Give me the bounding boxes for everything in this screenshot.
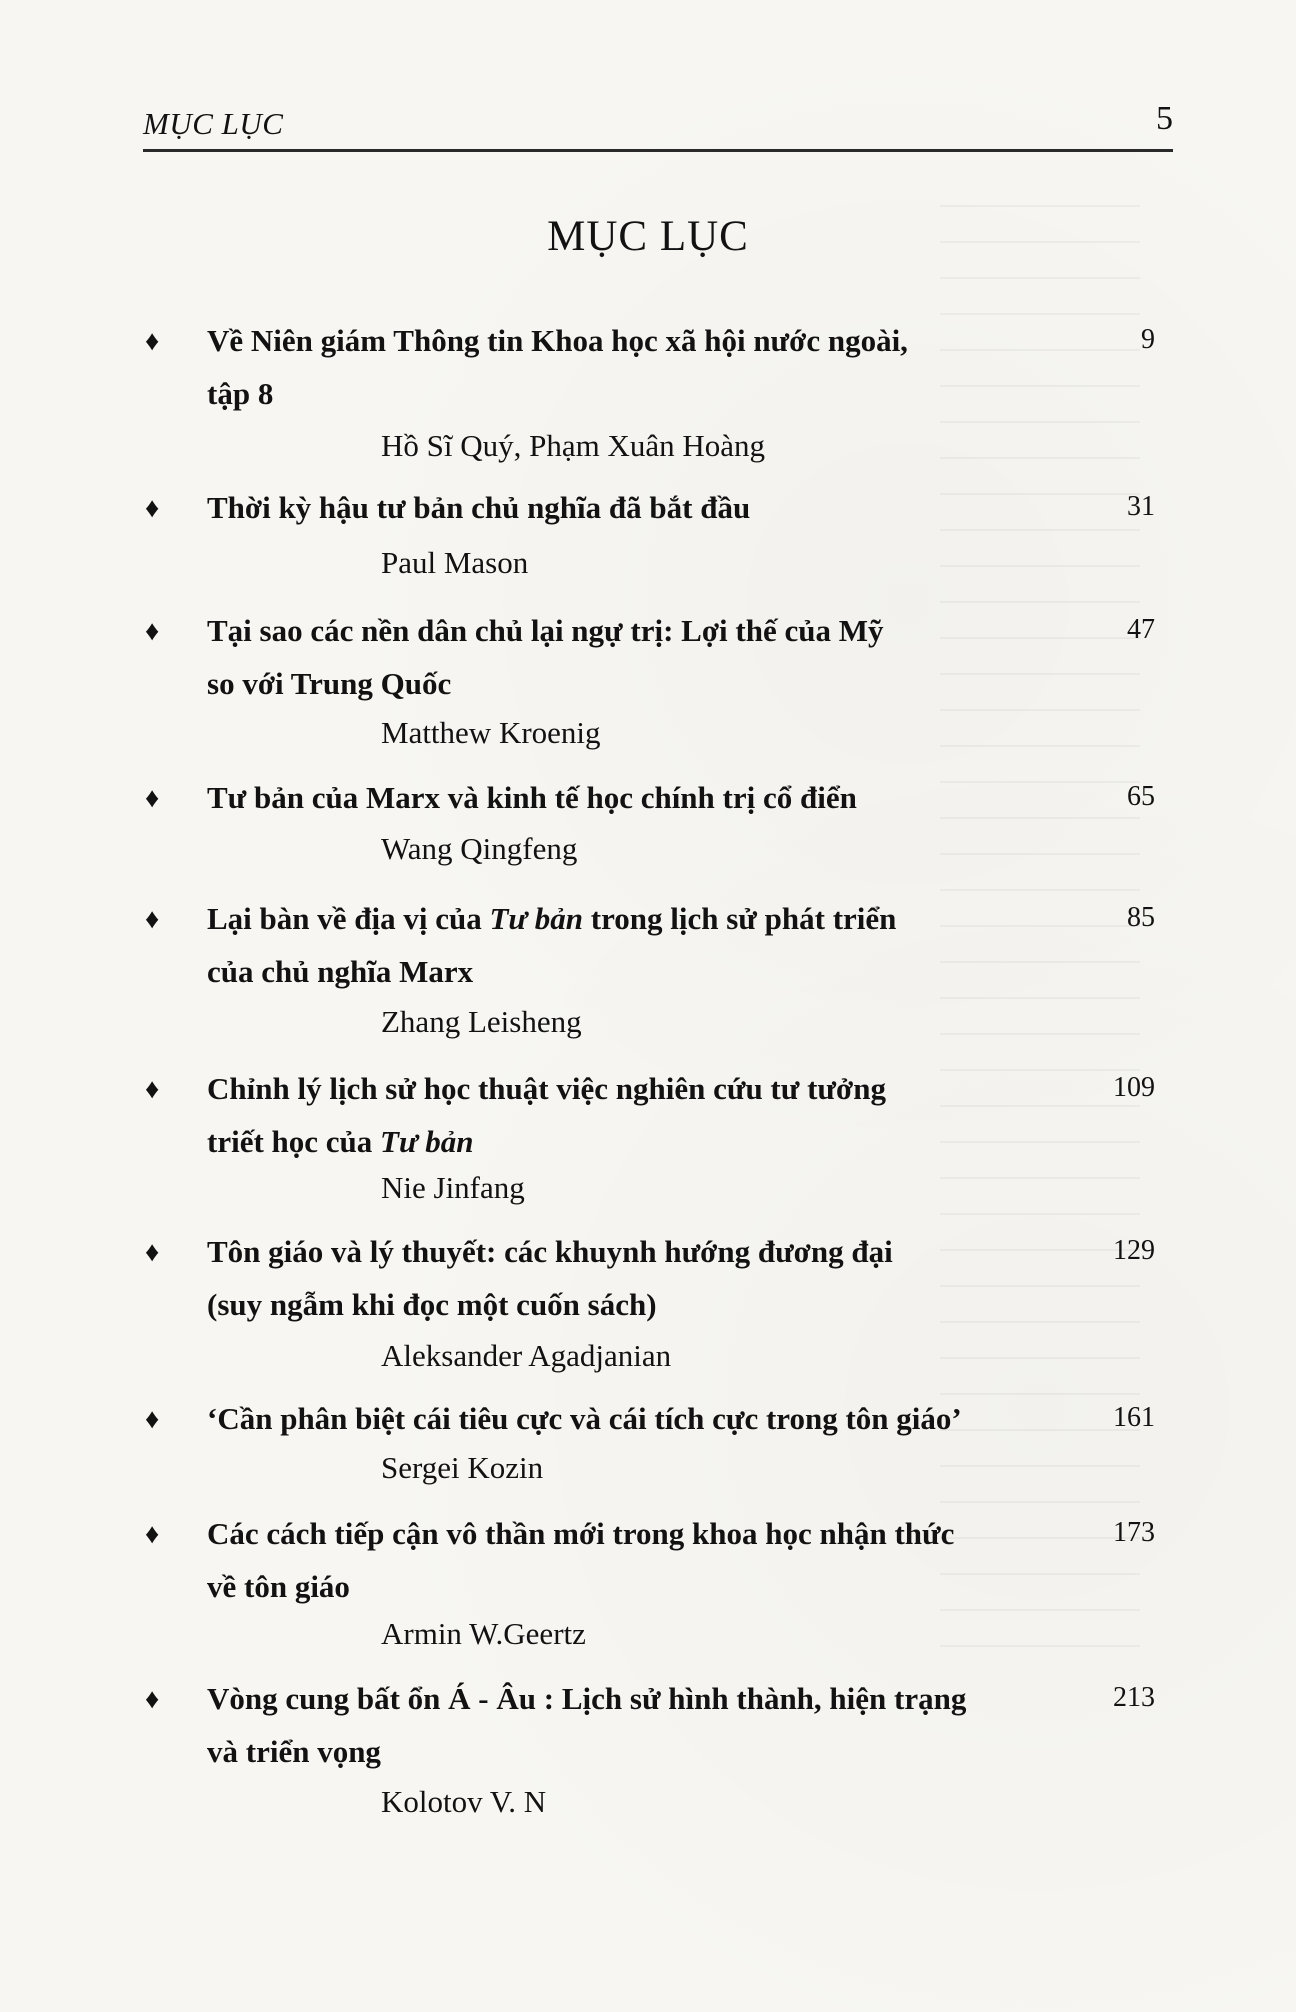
entry-page-number: 109 <box>1113 1072 1155 1103</box>
page-number: 5 <box>1156 100 1173 137</box>
entry-title-line-1 <box>207 892 1037 945</box>
entry-title-line-1: Các cách tiếp cận vô thần mới trong khoa học nhận thức <box>207 1516 955 1551</box>
entry-title-line-2: so với Trung Quốc <box>207 666 452 701</box>
diamond-bullet-icon: ♦ <box>145 783 160 814</box>
diamond-bullet-icon: ♦ <box>145 1684 160 1715</box>
entry-author: Aleksander Agadjanian <box>381 1338 672 1373</box>
entry-title-line-1: Tại sao các nền dân chủ lại ngự trị: Lợi thế của Mỹ <box>207 613 884 648</box>
entry-author: Kolotov V. N <box>381 1784 547 1819</box>
entry-title-line-1: Thời kỳ hậu tư bản chủ nghĩa đã bắt đầu <box>207 490 751 525</box>
entry-author: Armin W.Geertz <box>381 1616 586 1651</box>
diamond-bullet-icon: ♦ <box>145 1519 160 1550</box>
entry-title-line-2 <box>207 1115 1037 1168</box>
entry-author: Nie Jinfang <box>381 1170 525 1205</box>
entry-page-number: 85 <box>1127 902 1155 933</box>
toc-entry <box>145 314 1155 463</box>
title-italic-text: Tư bản <box>489 901 583 936</box>
entry-author: Wang Qingfeng <box>381 831 578 866</box>
diamond-bullet-icon: ♦ <box>145 1074 160 1105</box>
diamond-bullet-icon: ♦ <box>145 904 160 935</box>
entry-title-line-2: và triển vọng <box>207 1734 381 1769</box>
diamond-bullet-icon: ♦ <box>145 1237 160 1268</box>
diamond-bullet-icon: ♦ <box>145 493 160 524</box>
diamond-bullet-icon: ♦ <box>145 1404 160 1435</box>
entry-title-line-1: Về Niên giám Thông tin Khoa học xã hội nước ngoài, <box>207 323 908 358</box>
entry-title-line-2: (suy ngẫm khi đọc một cuốn sách) <box>207 1287 657 1322</box>
diamond-bullet-icon: ♦ <box>145 616 160 647</box>
diamond-bullet-icon: ♦ <box>145 326 160 357</box>
entry-title-line-1: Chỉnh lý lịch sử học thuật việc nghiên cứu tư tưởng <box>207 1071 886 1106</box>
toc-entry <box>145 1225 1155 1385</box>
entry-title <box>207 1392 1107 1445</box>
entry-title-line-1: Tôn giáo và lý thuyết: các khuynh hướng đương đại <box>207 1234 893 1269</box>
entry-title <box>207 481 1037 534</box>
entry-page-number: 65 <box>1127 781 1155 812</box>
entry-page-number: 31 <box>1127 491 1155 522</box>
entry-title <box>207 604 1037 710</box>
entry-title-line-2: của chủ nghĩa Marx <box>207 954 474 989</box>
title-italic-text: Tư bản <box>380 1124 474 1159</box>
toc-entry <box>145 604 1155 764</box>
running-head: MỤC LỤC <box>143 106 284 141</box>
title-text: Lại bàn về địa vị của <box>207 901 490 936</box>
entry-author: Hồ Sĩ Quý, Phạm Xuân Hoàng <box>381 428 766 463</box>
entry-title <box>207 1672 1037 1778</box>
entry-page-number: 129 <box>1113 1235 1155 1266</box>
toc-entry <box>145 771 1155 881</box>
entry-title-line-1: Tư bản của Marx và kinh tế học chính trị cổ điển <box>207 780 857 815</box>
entry-title <box>207 1225 1037 1331</box>
entry-title-line-2: tập 8 <box>207 376 274 411</box>
entry-author: Paul Mason <box>381 545 529 580</box>
entry-title <box>207 314 1037 420</box>
entry-page-number: 47 <box>1127 614 1155 645</box>
entry-title <box>207 1062 1037 1168</box>
toc-entry <box>145 481 1155 591</box>
entry-page-number: 161 <box>1113 1402 1155 1433</box>
toc-entry <box>145 892 1155 1052</box>
entry-title <box>207 771 1037 824</box>
title-text: trong lịch sử phát triển <box>583 901 897 936</box>
toc-entry <box>145 1672 1155 1832</box>
title-text: triết học của <box>207 1124 381 1159</box>
entry-title <box>207 1507 1037 1613</box>
entry-title-line-2: về tôn giáo <box>207 1569 350 1604</box>
entry-author: Matthew Kroenig <box>381 715 601 750</box>
page-title: MỤC LỤC <box>547 213 749 260</box>
entry-page-number: 173 <box>1113 1517 1155 1548</box>
entry-author: Zhang Leisheng <box>381 1004 582 1039</box>
entry-title <box>207 892 1037 998</box>
entry-title-line-1: ‘Cần phân biệt cái tiêu cực và cái tích cực trong tôn giáo’ <box>207 1401 962 1436</box>
entry-author: Sergei Kozin <box>381 1450 544 1485</box>
toc-entry <box>145 1507 1155 1667</box>
entry-page-number: 213 <box>1113 1682 1155 1713</box>
toc-entry <box>145 1392 1155 1502</box>
entry-page-number: 9 <box>1141 324 1155 355</box>
entry-title-line-1: Vòng cung bất ổn Á - Âu : Lịch sử hình thành, hiện trạng <box>207 1681 967 1716</box>
toc-entry <box>145 1062 1155 1222</box>
